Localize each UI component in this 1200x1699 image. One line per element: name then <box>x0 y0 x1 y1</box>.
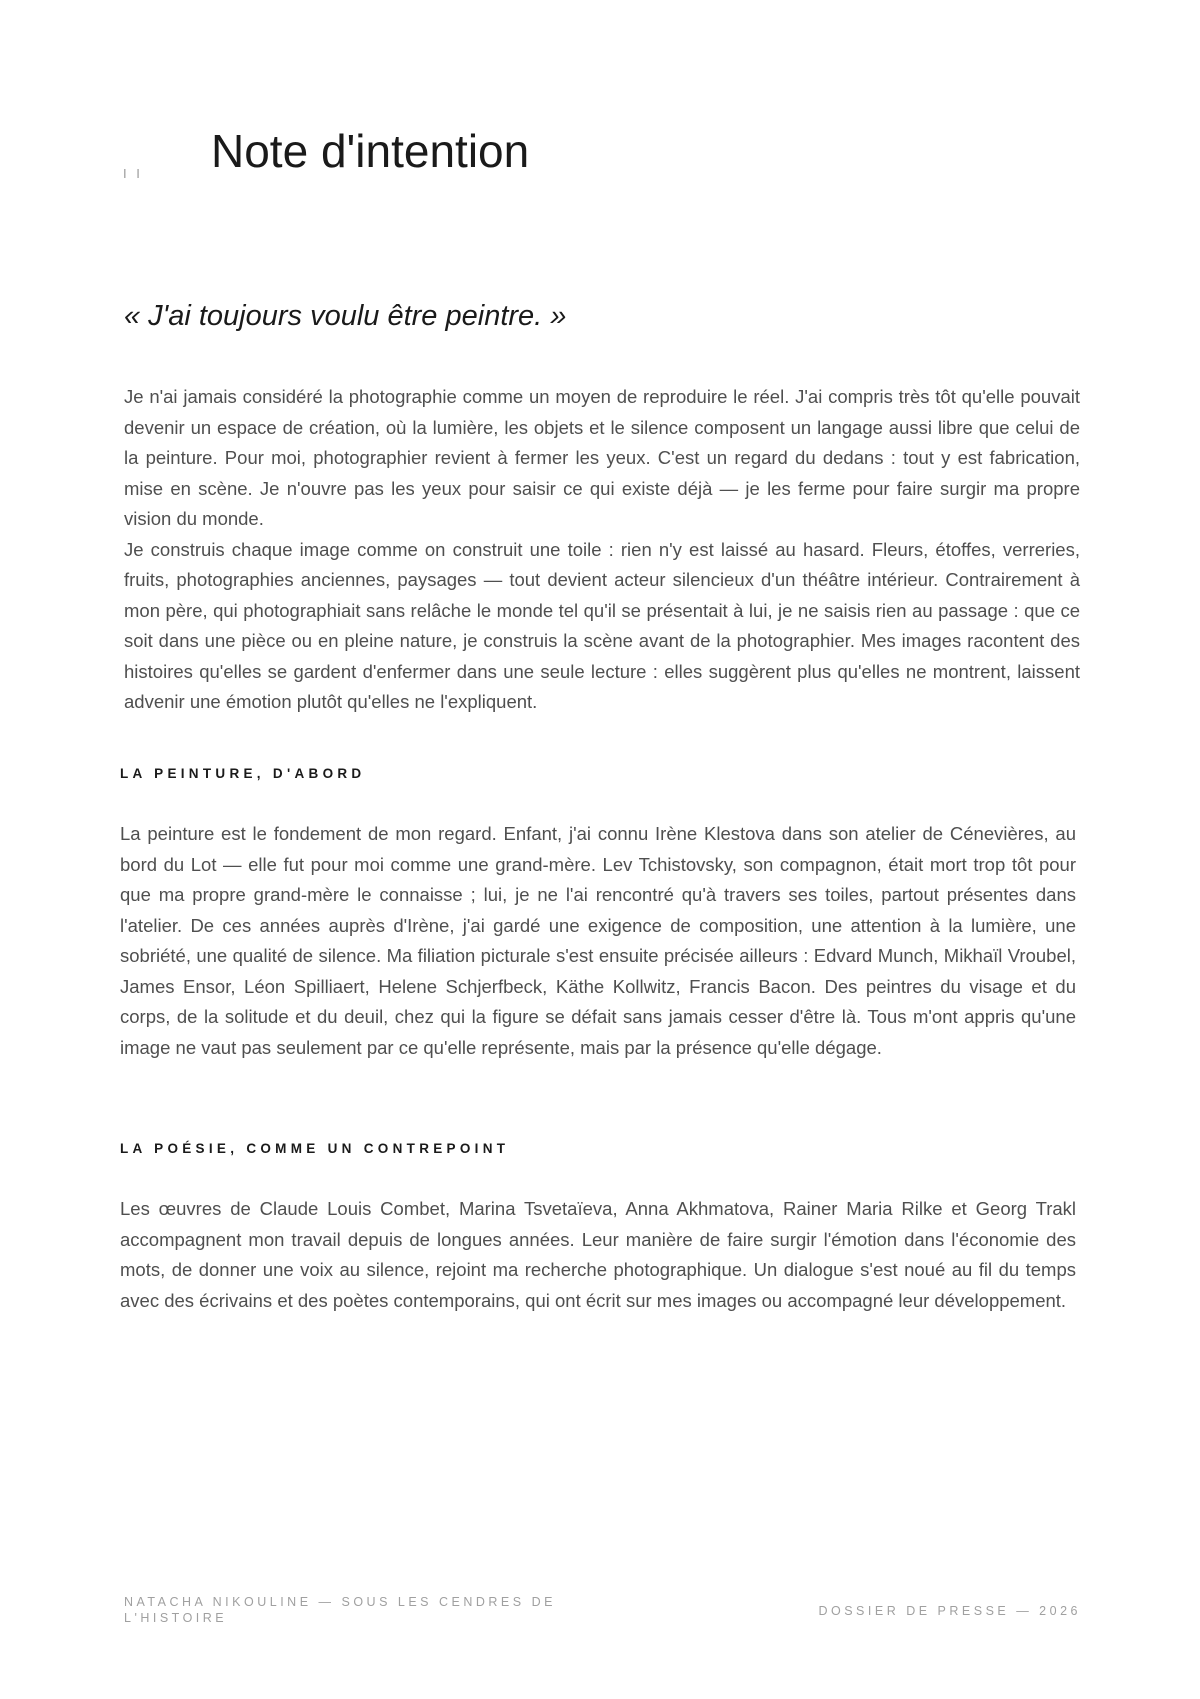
intro-text <box>124 382 1080 718</box>
page-title: Note d'intention <box>211 125 530 177</box>
footer-publication: NATACHA NIKOULINE — SOUS LES CENDRES DE L'HISTOIRE <box>124 1595 556 1625</box>
section-body-poetry <box>120 1194 1076 1316</box>
section-body-painting <box>120 819 1076 1063</box>
intro-paragraph: Je construis chaque image comme on construit une toile : rien n'y est laissé au hasard. Fleurs, étoffes, verreries, fruits, photographies anciennes, paysages — tout devient acteur silencieux d'un théâtre intérieur. Contrairement à mon père, qui photographiait sans relâche le monde tel qu'il se présentait à lui, je ne saisis rien au passage : que ce soit dans une pièce ou en pleine nature, je construis la scène avant de la photographier. Mes images racontent des histoires qu'elles se gardent d'enfermer dans une seule lecture : elles suggèrent plus qu'elles ne montrent, laissent advenir une émotion plutôt qu'elles ne l'expliquent. <box>124 538 1080 712</box>
page-marker: I I <box>123 166 143 181</box>
footer-document-type: DOSSIER DE PRESSE — 2026 <box>818 1604 1081 1618</box>
section-heading-painting: LA PEINTURE, D'ABORD <box>120 766 366 781</box>
section-paragraph: La peinture est le fondement de mon regard. Enfant, j'ai connu Irène Klestova dans son atelier de Cénevières, au bord du Lot — elle fut pour moi comme une grand-mère. Lev Tchistovsky, son compagnon, était mort trop tôt pour que ma propre grand-mère le connaisse ; lui, je ne l'ai rencontré qu'à travers ses toiles, partout présentes dans l'atelier. De ces années auprès d'Irène, j'ai gardé une exigence de composition, une attention à la lumière, une sobriété, une qualité de silence. Ma filiation picturale s'est ensuite précisée ailleurs : Edvard Munch, Mikhaïl Vroubel, James Ensor, Léon Spilliaert, Helene Schjerfbeck, Käthe Kollwitz, Francis Bacon. Des peintres du visage et du corps, de la solitude et du deuil, chez qui la figure se défait sans jamais cesser d'être là. Tous m'ont appris qu'une image ne vaut pas seulement par ce qu'elle représente, mais par la présence qu'elle dégage. <box>120 823 1076 1058</box>
section-paragraph: Les œuvres de Claude Louis Combet, Marina Tsvetaïeva, Anna Akhmatova, Rainer Maria Rilke et Georg Trakl accompagnent mon travail depuis de longues années. Leur manière de faire surgir l'émotion dans l'économie des mots, de donner une voix au silence, rejoint ma recherche photographique. Un dialogue s'est noué au fil du temps avec des écrivains et des poètes contemporains, qui ont écrit sur mes images ou accompagné leur développement. <box>120 1198 1076 1311</box>
intro-paragraph: Je n'ai jamais considéré la photographie comme un moyen de reproduire le réel. J'ai compris très tôt qu'elle pouvait devenir un espace de création, où la lumière, les objets et le silence composent un langage aussi libre que celui de la peinture. Pour moi, photographier revient à fermer les yeux. C'est un regard du dedans : tout y est fabrication, mise en scène. Je n'ouvre pas les yeux pour saisir ce qui existe déjà — je les ferme pour faire surgir ma propre vision du monde. <box>124 386 1080 529</box>
epigraph-quote: « J'ai toujours voulu être peintre. » <box>124 300 567 332</box>
section-heading-poetry: LA POÉSIE, COMME UN CONTREPOINT <box>120 1141 510 1156</box>
